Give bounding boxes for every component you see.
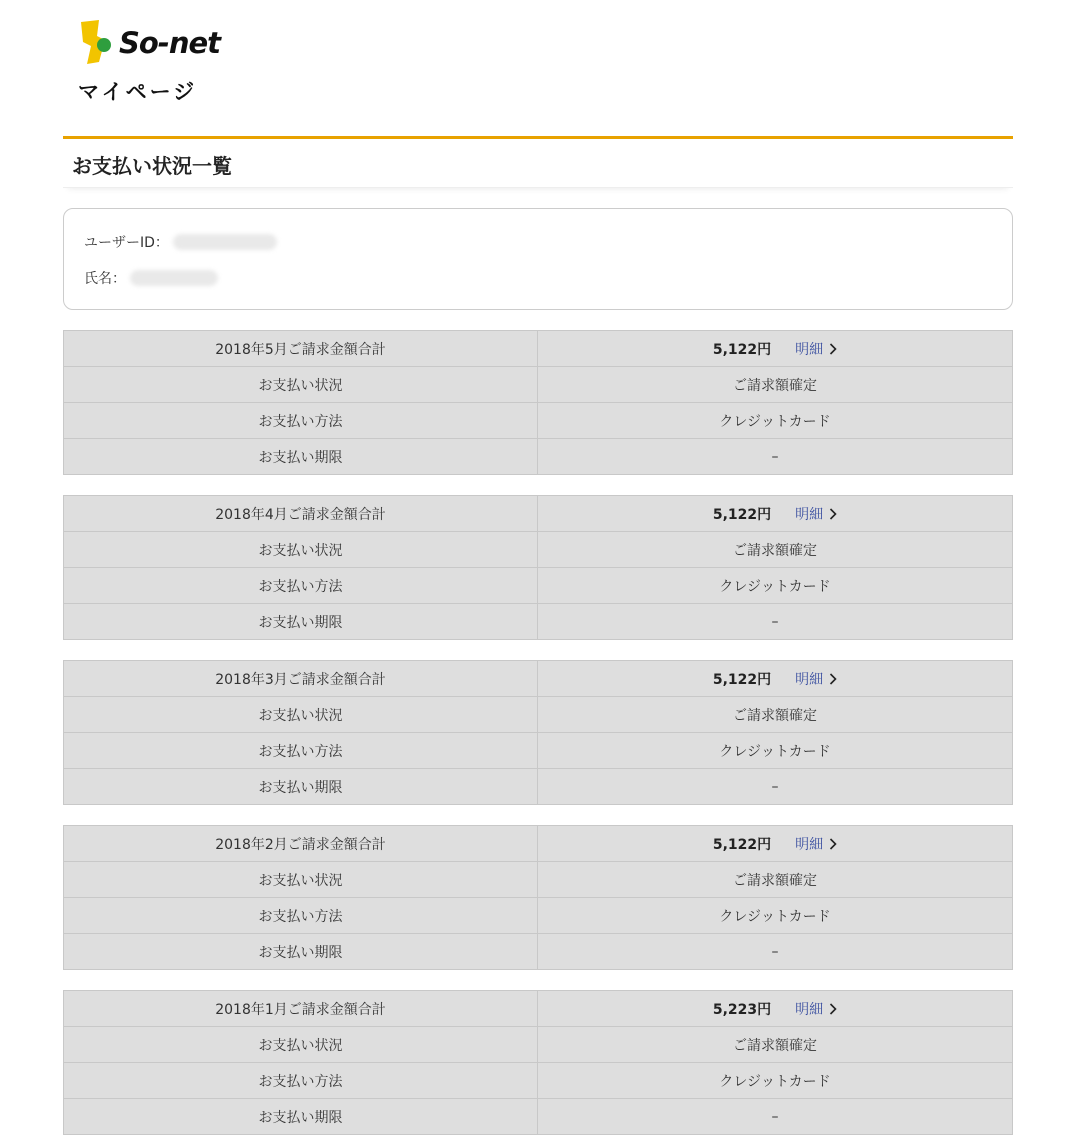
detail-link[interactable] [795, 504, 837, 524]
so-net-logo-icon [77, 18, 115, 68]
detail-link[interactable] [795, 339, 837, 359]
due-label: お支払い期限 [64, 439, 538, 474]
bill-total-cell [538, 331, 1012, 366]
due-label: お支払い期限 [64, 769, 538, 804]
detail-link[interactable] [795, 999, 837, 1019]
bill-total-row [64, 661, 1012, 696]
method-value: クレジットカード [719, 1073, 831, 1090]
bill-amount: 5,223円 [712, 1001, 772, 1018]
method-label: お支払い方法 [64, 898, 538, 933]
bill-method-row [64, 897, 1012, 933]
user-name-row [84, 268, 218, 288]
method-label: お支払い方法 [64, 1063, 538, 1098]
user-id-value-redacted [173, 234, 277, 250]
method-value: クレジットカード [719, 413, 831, 430]
detail-link-label: 明細 [795, 506, 824, 523]
bill-table [63, 330, 1013, 475]
detail-link-label: 明細 [795, 341, 824, 358]
chevron-right-icon [829, 1003, 837, 1015]
bill-total-cell [538, 496, 1012, 531]
section-header [63, 136, 1013, 188]
method-value: クレジットカード [719, 743, 831, 760]
due-label: お支払い期限 [64, 1099, 538, 1134]
bill-status-row [64, 531, 1012, 567]
bill-title: 2018年2月ご請求金額合計 [64, 826, 538, 861]
bill-due-row [64, 768, 1012, 804]
status-value: ご請求額確定 [733, 707, 817, 724]
bill-title: 2018年1月ご請求金額合計 [64, 991, 538, 1026]
status-value: ご請求額確定 [733, 872, 817, 889]
bill-table [63, 990, 1013, 1135]
due-label: お支払い期限 [64, 604, 538, 639]
user-id-row [84, 232, 277, 252]
bill-amount: 5,122円 [712, 341, 772, 358]
bill-title: 2018年5月ご請求金額合計 [64, 331, 538, 366]
bill-total-row [64, 496, 1012, 531]
method-label: お支払い方法 [64, 403, 538, 438]
user-id-label: ユーザーID： [84, 235, 169, 251]
bill-due-row [64, 438, 1012, 474]
bill-total-row [64, 826, 1012, 861]
bill-amount: 5,122円 [712, 506, 772, 523]
bill-method-row [64, 567, 1012, 603]
status-label: お支払い状況 [64, 862, 538, 897]
bill-method-row [64, 1062, 1012, 1098]
bill-total-cell [538, 661, 1012, 696]
user-info-card [63, 208, 1013, 310]
bill-amount: 5,122円 [712, 671, 772, 688]
bill-method-row [64, 732, 1012, 768]
chevron-right-icon [829, 838, 837, 850]
bill-title: 2018年3月ご請求金額合計 [64, 661, 538, 696]
chevron-right-icon [829, 673, 837, 685]
detail-link-label: 明細 [795, 836, 824, 853]
status-value: ご請求額確定 [733, 542, 817, 559]
detail-link[interactable] [795, 834, 837, 854]
method-label: お支払い方法 [64, 568, 538, 603]
bill-title: 2018年4月ご請求金額合計 [64, 496, 538, 531]
mypage-title: マイページ [78, 80, 198, 104]
method-label: お支払い方法 [64, 733, 538, 768]
method-value: クレジットカード [719, 578, 831, 595]
chevron-right-icon [829, 508, 837, 520]
bill-due-row [64, 1098, 1012, 1134]
bill-total-row [64, 331, 1012, 366]
method-value: クレジットカード [719, 908, 831, 925]
user-name-label: 氏名： [84, 271, 126, 287]
site-header [63, 0, 1013, 136]
due-value: – [771, 943, 779, 960]
due-value: – [771, 1108, 779, 1125]
bill-status-row [64, 696, 1012, 732]
chevron-right-icon [829, 343, 837, 355]
due-value: – [771, 448, 779, 465]
detail-link-label: 明細 [795, 671, 824, 688]
due-value: – [771, 778, 779, 795]
status-label: お支払い状況 [64, 532, 538, 567]
bill-amount: 5,122円 [712, 836, 772, 853]
due-value: – [771, 613, 779, 630]
due-label: お支払い期限 [64, 934, 538, 969]
logo-text: So-net [119, 26, 221, 60]
detail-link[interactable] [795, 669, 837, 689]
status-label: お支払い状況 [64, 1027, 538, 1062]
bill-table [63, 495, 1013, 640]
user-name-value-redacted [130, 270, 218, 286]
status-label: お支払い状況 [64, 367, 538, 402]
bill-total-row [64, 991, 1012, 1026]
detail-link-label: 明細 [795, 1001, 824, 1018]
so-net-logo[interactable] [77, 16, 220, 70]
bill-status-row [64, 861, 1012, 897]
status-label: お支払い状況 [64, 697, 538, 732]
bill-due-row [64, 933, 1012, 969]
bill-status-row [64, 1026, 1012, 1062]
bill-method-row [64, 402, 1012, 438]
bill-table [63, 660, 1013, 805]
bill-table [63, 825, 1013, 970]
bill-due-row [64, 603, 1012, 639]
bill-total-cell [538, 991, 1012, 1026]
status-value: ご請求額確定 [733, 377, 817, 394]
page-title: お支払い状況一覧 [72, 154, 232, 178]
status-value: ご請求額確定 [733, 1037, 817, 1054]
bill-total-cell [538, 826, 1012, 861]
bill-status-row [64, 366, 1012, 402]
